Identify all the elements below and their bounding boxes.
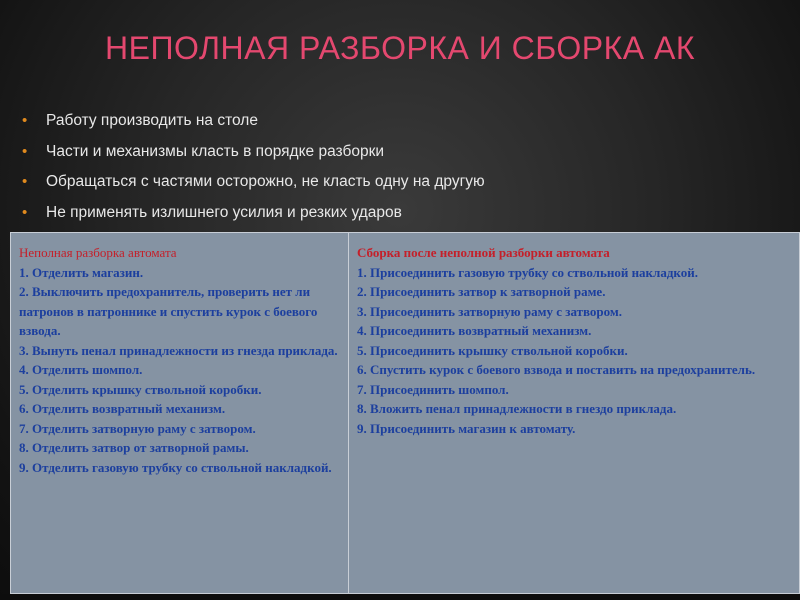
bullet-text: Не применять излишнего усилия и резких ударов bbox=[46, 203, 402, 221]
disassembly-step: 9. Отделить газовую трубку со ствольной накладкой. bbox=[19, 459, 332, 475]
procedure-table bbox=[10, 232, 800, 594]
assembly-step: 8. Вложить пенал принадлежности в гнездо приклада. bbox=[357, 401, 677, 416]
assembly-column bbox=[349, 233, 799, 593]
slide-title: НЕПОЛНАЯ РАЗБОРКА И СБОРКА АК bbox=[105, 30, 695, 66]
disassembly-step: 6. Отделить возвратный механизм. bbox=[19, 401, 226, 416]
assembly-step: 3. Присоединить затворную раму с затвором. bbox=[357, 303, 623, 319]
disassembly-step: 5. Отделить крышку ствольной коробки. bbox=[19, 381, 262, 397]
disassembly-header: Неполная разборка автомата bbox=[19, 245, 177, 260]
bullet-dot-icon: • bbox=[22, 142, 28, 160]
assembly-step: 4. Присоединить возвратный механизм. bbox=[357, 323, 592, 338]
disassembly-step: 7. Отделить затворную раму с затвором. bbox=[19, 420, 256, 436]
bullet-item bbox=[22, 137, 485, 168]
assembly-header: Сборка после неполной разборки автомата bbox=[357, 245, 610, 260]
bullet-dot-icon: • bbox=[22, 173, 28, 190]
bullet-item bbox=[22, 167, 485, 198]
bullet-dot-icon: • bbox=[22, 203, 28, 221]
assembly-step: 6. Спустить курок с боевого взвода и поставить на предохранитель. bbox=[357, 362, 756, 377]
assembly-step: 9. Присоединить магазин к автомату. bbox=[357, 420, 576, 436]
bullet-text: Обращаться с частями осторожно, не класть одну на другую bbox=[46, 173, 485, 190]
disassembly-step: 4. Отделить шомпол. bbox=[19, 362, 143, 377]
assembly-step: 1. Присоединить газовую трубку со ствольной накладкой. bbox=[357, 264, 698, 280]
bullet-text: Работу производить на столе bbox=[46, 112, 258, 129]
bullet-dot-icon: • bbox=[22, 112, 28, 129]
assembly-step: 5. Присоединить крышку ствольной коробки. bbox=[357, 342, 628, 358]
assembly-step: 7. Присоединить шомпол. bbox=[357, 381, 509, 397]
bullet-list bbox=[22, 106, 485, 228]
disassembly-step: 1. Отделить магазин. bbox=[19, 264, 144, 280]
disassembly-column bbox=[11, 233, 349, 593]
bullet-item bbox=[22, 106, 485, 137]
disassembly-step: 3. Вынуть пенал принадлежности из гнезда приклада. bbox=[19, 342, 338, 358]
bullet-item bbox=[22, 198, 485, 229]
assembly-step: 2. Присоединить затвор к затворной раме. bbox=[357, 284, 606, 299]
bottom-edge bbox=[0, 594, 800, 600]
disassembly-step: 2. Выключить предохранитель, проверить нет ли патронов в патроннике и спустить курок с боевого взвода. bbox=[19, 284, 318, 338]
bullet-text: Части и механизмы класть в порядке разборки bbox=[46, 142, 385, 160]
disassembly-step: 8. Отделить затвор от затворной рамы. bbox=[19, 440, 249, 455]
